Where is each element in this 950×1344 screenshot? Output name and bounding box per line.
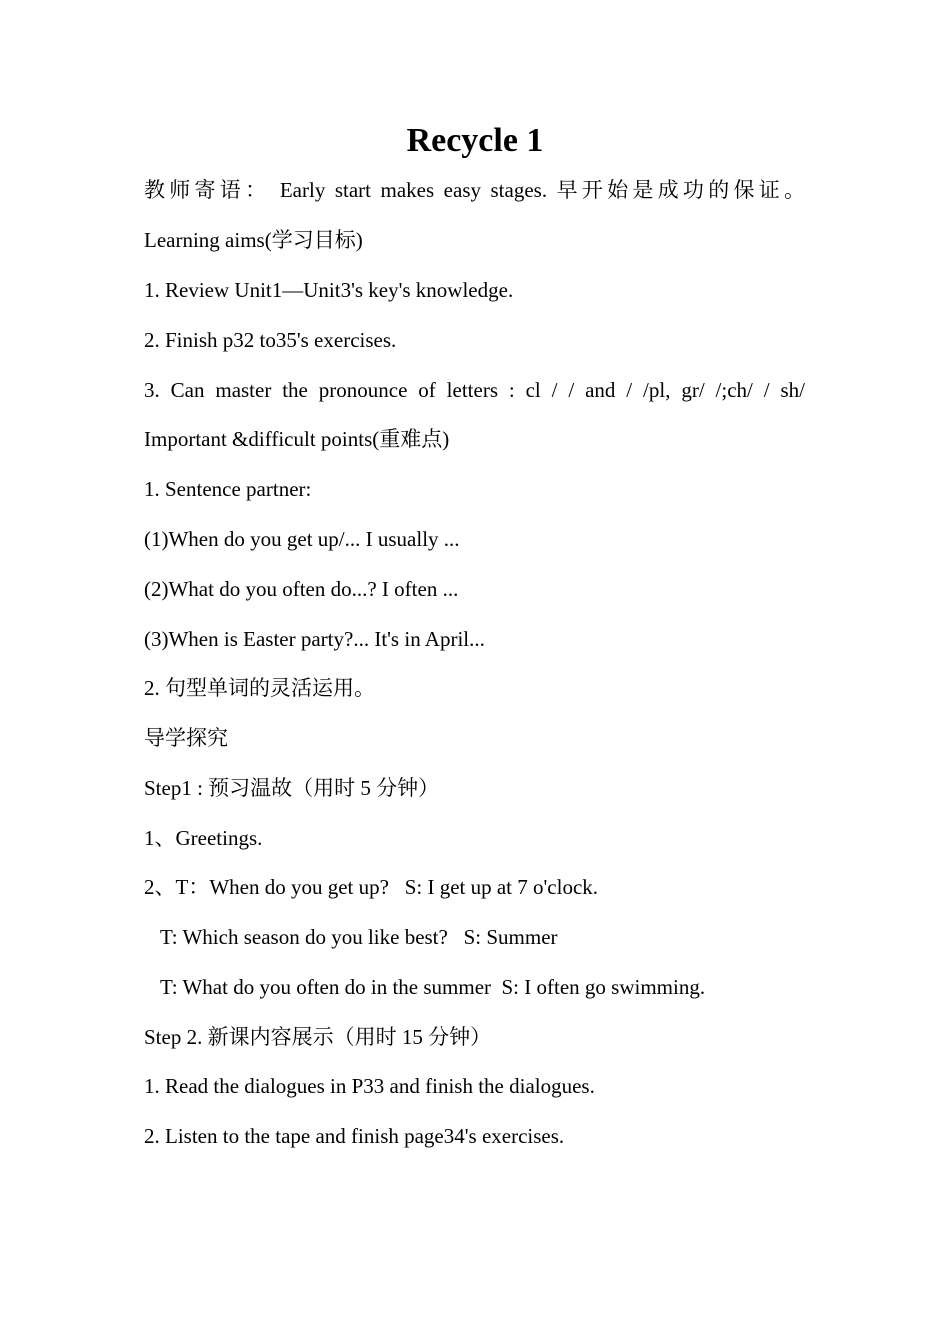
aim-2: 2. Finish p32 to35's exercises. [144, 328, 397, 352]
guided-study-heading: 导学探究 [144, 726, 228, 750]
sentence-pattern-2: (2)What do you often do...? I often ... [144, 577, 459, 601]
step-2-item-1: 1. Read the dialogues in P33 and finish the dialogues. [144, 1074, 595, 1098]
sentence-pattern-1: (1)When do you get up/... I usually ... [144, 527, 460, 551]
key-point-2: 2. 句型单词的灵活运用。 [144, 676, 375, 700]
dialogue-line-2: T: What do you often do in the summer S: I often go swimming. [160, 975, 706, 999]
step-1-item-2: 2、T：When do you get up? S: I get up at 7 o'clock. [144, 875, 599, 899]
document-title: Recycle 1 [406, 122, 544, 159]
aim-1: 1. Review Unit1—Unit3's key's knowledge. [144, 278, 514, 302]
step-1-heading: Step1 : 预习温故（用时 5 分钟） [144, 776, 440, 800]
learning-aims-heading: Learning aims(学习目标) [144, 228, 363, 252]
step-2-item-2: 2. Listen to the tape and finish page34's exercises. [144, 1124, 565, 1148]
key-points-heading: Important &difficult points(重难点) [144, 427, 450, 451]
key-point-1: 1. Sentence partner: [144, 477, 312, 501]
sentence-pattern-3: (3)When is Easter party?... It's in April... [144, 627, 485, 651]
teacher-message: 教师寄语： Early start makes easy stages. 早开始是成功的保证。 [144, 178, 805, 202]
step-1-item-1: 1、Greetings. [144, 826, 263, 850]
dialogue-line-1: T: Which season do you like best? S: Summer [160, 925, 558, 949]
step-2-heading: Step 2. 新课内容展示（用时 15 分钟） [144, 1025, 492, 1049]
aim-3: 3. Can master the pronounce of letters : cl / / and / /pl, gr/ /;ch/ / sh/ [144, 378, 805, 402]
